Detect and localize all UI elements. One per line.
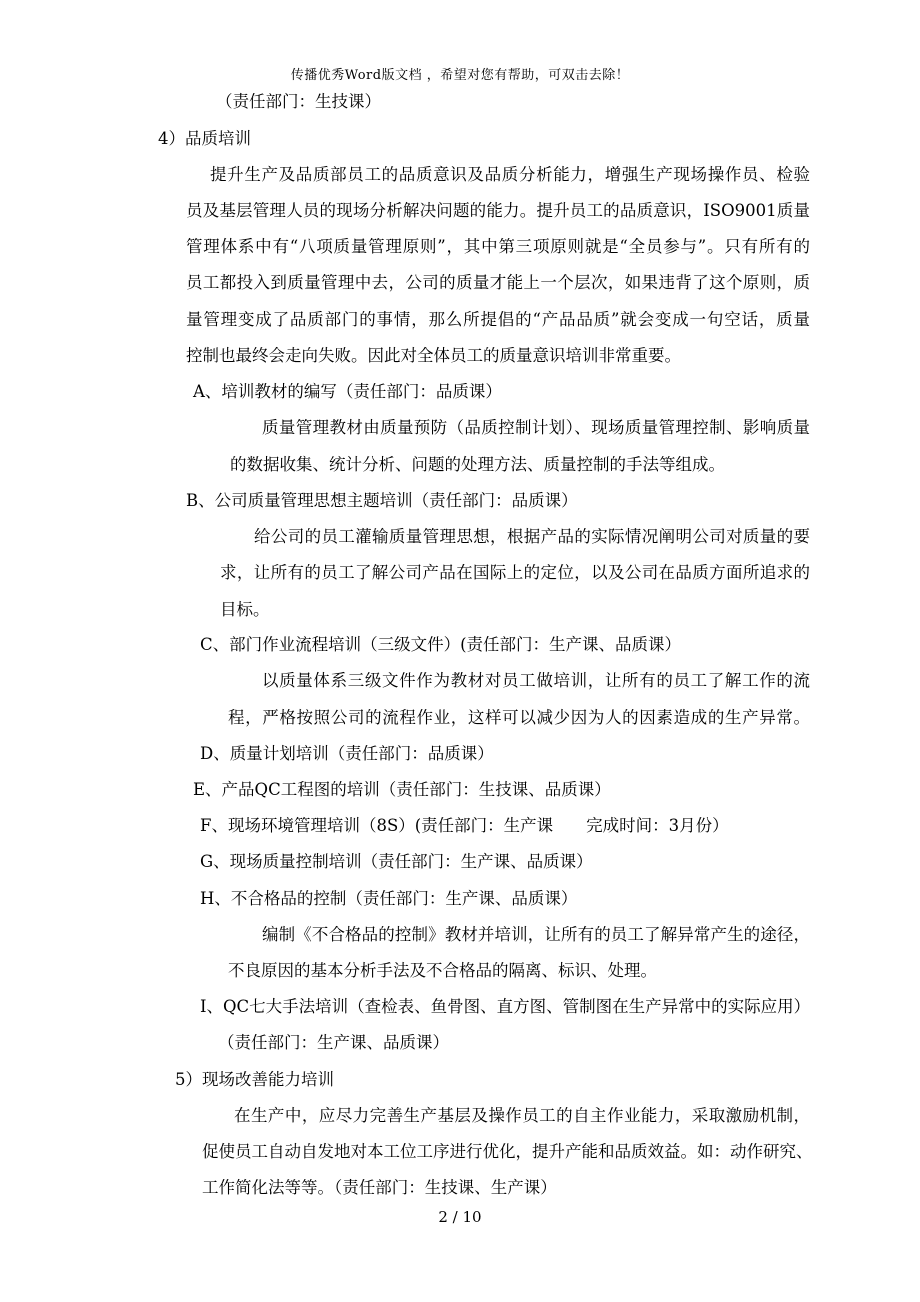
text-line: I、QC七大手法培训（查检表、鱼骨图、直方图、管制图在生产异常中的实际应用） [200, 997, 811, 1016]
page-number: 2 / 10 [438, 1208, 482, 1226]
text-line: （责任部门：生技课） [216, 92, 381, 111]
text-line: 给公司的员工灌输质量管理思想，根据产品的实际情况阐明公司对质量的要 [254, 527, 810, 546]
text-line: C、部门作业流程培训（三级文件）(责任部门：生产课、品质课） [200, 635, 682, 654]
text-line: 程，严格按照公司的流程作业，这样可以减少因为人的因素造成的生产异常。 [228, 708, 810, 727]
text-line: D、质量计划培训（责任部门：品质课） [200, 744, 494, 763]
text-line: 编制《不合格品的控制》教材并培训，让所有的员工了解异常产生的途径， [262, 925, 810, 944]
text-line: 在生产中，应尽力完善生产基层及操作员工的自主作业能力，采取激励机制， [234, 1106, 810, 1125]
text-line: B、公司质量管理思想主题培训（责任部门：品质课） [186, 491, 578, 510]
text-line: 控制也最终会走向失败。因此对全体员工的质量意识培训非常重要。 [186, 346, 681, 365]
text-line: 员工都投入到质量管理中去，公司的质量才能上一个层次，如果违背了这个原则，质 [186, 273, 810, 292]
text-line: H、不合格品的控制（责任部门：生产课、品质课） [200, 889, 578, 908]
text-line: A、培训教材的编写（责任部门：品质课） [193, 382, 502, 401]
text-line: 量管理变成了品质部门的事情，那么所提倡的“产品品质”就会变成一句空话，质量 [186, 310, 810, 329]
text-line: 4）品质培训 [158, 129, 251, 148]
text-line: 以质量体系三级文件作为教材对员工做培训，让所有的员工了解工作的流 [262, 671, 810, 690]
text-line: 5）现场改善能力培训 [175, 1070, 334, 1089]
text-line: 管理体系中有“八项质量管理原则”，其中第三项原则就是“全员参与”。只有所有的 [186, 237, 810, 256]
text-line: （责任部门：生产课、品质课） [218, 1033, 449, 1052]
text-line: 的数据收集、统计分析、问题的处理方法、质量控制的手法等组成。 [230, 455, 725, 474]
text-line: G、现场质量控制培训（责任部门：生产课、品质课） [200, 852, 593, 871]
page-header-notice: 传播优秀Word版文档 ，希望对您有帮助，可双击去除！ [290, 68, 630, 83]
text-line: 工作简化法等等。（责任部门：生技课、生产课） [202, 1178, 557, 1197]
text-line: 促使员工自动自发地对本工位工序进行优化，提升产能和品质效益。如：动作研究、 [202, 1142, 813, 1161]
text-line: F、现场环境管理培训（8S）(责任部门：生产课 完成时间：3月份） [200, 816, 729, 835]
text-line: 不良原因的基本分析手法及不合格品的隔离、标识、处理。 [228, 961, 657, 980]
text-line: 质量管理教材由质量预防（品质控制计划）、现场质量管理控制、影响质量 [262, 418, 810, 437]
text-line: 提升生产及品质部员工的品质意识及品质分析能力，增强生产现场操作员、检验 [210, 165, 810, 184]
text-line: 求，让所有的员工了解公司产品在国际上的定位，以及公司在品质方面所追求的 [220, 563, 810, 582]
text-line: E、产品QC工程图的培训（责任部门：生技课、品质课） [193, 780, 611, 799]
text-line: 员及基层管理人员的现场分析解决问题的能力。提升员工的品质意识，ISO9001质量 [186, 201, 810, 220]
text-line: 目标。 [220, 600, 270, 619]
